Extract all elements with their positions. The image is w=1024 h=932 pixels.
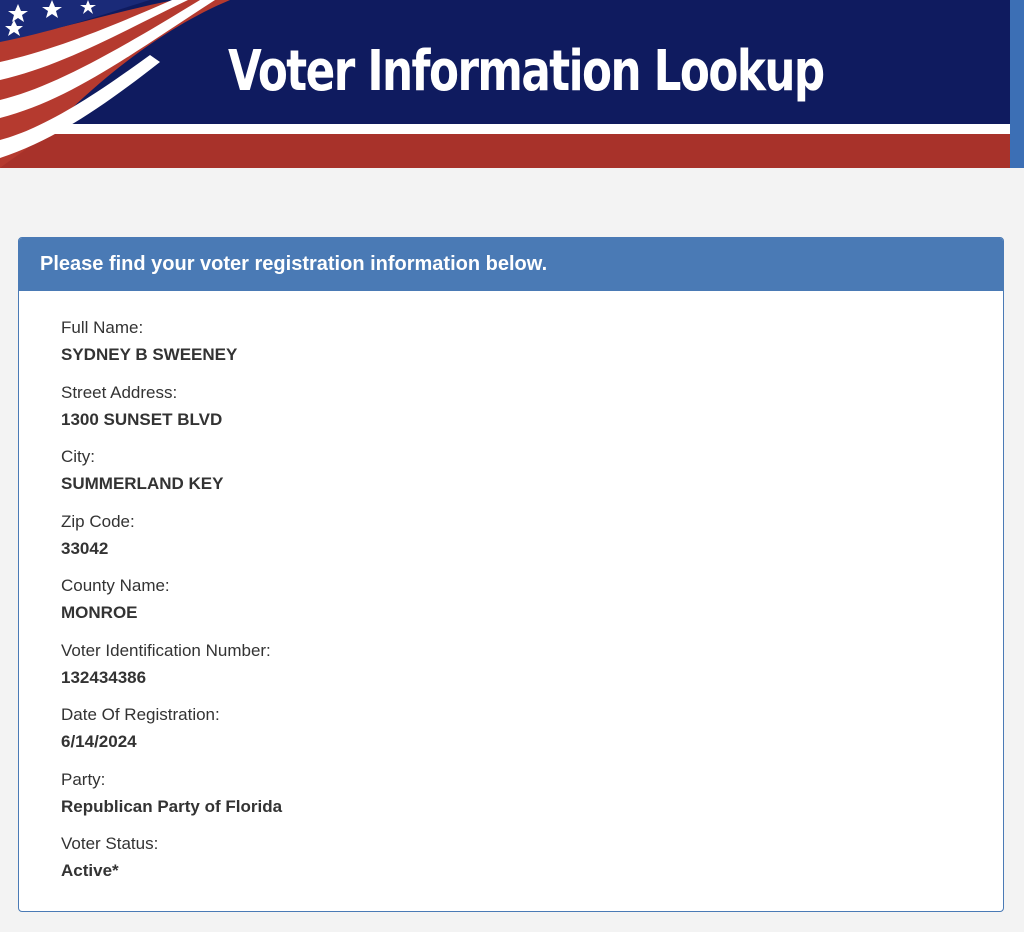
field-label: Voter Identification Number: xyxy=(61,640,271,660)
field-label: City: xyxy=(61,447,95,466)
field-value: SYDNEY B SWEENEY xyxy=(61,345,238,364)
banner-edge-strip xyxy=(1010,0,1024,168)
field-value: 33042 xyxy=(61,538,109,558)
field-full-name xyxy=(61,317,1003,382)
field-value: 132434386 xyxy=(61,667,147,687)
header-banner xyxy=(0,0,1024,168)
field-label: Zip Code: xyxy=(61,511,135,531)
panel-heading: Please find your voter registration information below. xyxy=(19,238,1003,291)
field-party xyxy=(61,769,1003,834)
field-street-address xyxy=(61,382,1003,447)
page-title: Voter Information Lookup xyxy=(228,39,824,104)
field-value: 1300 SUNSET BLVD xyxy=(61,409,223,429)
field-voter-status xyxy=(61,833,1003,898)
american-flag-icon xyxy=(0,0,230,168)
field-zip-code xyxy=(61,511,1003,576)
field-value: SUMMERLAND KEY xyxy=(61,474,224,493)
field-label: Date Of Registration: xyxy=(61,705,220,724)
field-label: Full Name: xyxy=(61,318,144,337)
field-value: MONROE xyxy=(61,603,138,622)
field-label: Party: xyxy=(61,769,106,789)
field-label: Voter Status: xyxy=(61,834,159,853)
field-value: Active* xyxy=(61,861,119,880)
field-label: Street Address: xyxy=(61,382,178,402)
field-date-of-registration xyxy=(61,704,1003,769)
field-voter-id-number xyxy=(61,640,1003,705)
field-label: County Name: xyxy=(61,576,170,595)
panel-body xyxy=(19,291,1003,898)
voter-info-panel xyxy=(18,237,1004,912)
field-city xyxy=(61,446,1003,511)
field-county-name xyxy=(61,575,1003,640)
field-value: 6/14/2024 xyxy=(61,732,137,751)
field-value: Republican Party of Florida xyxy=(61,796,283,816)
